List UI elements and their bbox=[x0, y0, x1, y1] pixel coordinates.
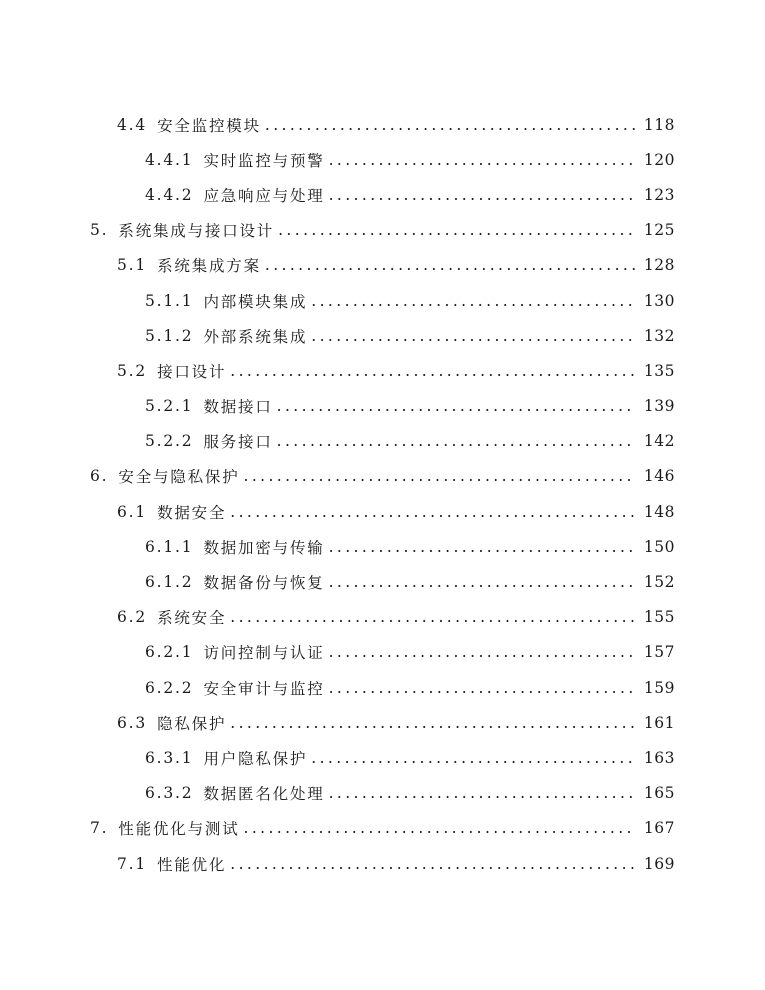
dot-leader bbox=[311, 749, 635, 767]
dot-leader bbox=[278, 221, 635, 239]
toc-entry[interactable] bbox=[0, 459, 765, 494]
toc-entry-page-number: 123 bbox=[643, 185, 675, 204]
toc-entry[interactable] bbox=[0, 389, 765, 424]
toc-entry[interactable] bbox=[0, 424, 765, 459]
table-of-contents bbox=[0, 107, 765, 881]
dot-leader bbox=[311, 327, 635, 345]
toc-entry-page-number: 132 bbox=[643, 326, 675, 345]
toc-entry-number: 5.1.1 bbox=[145, 291, 194, 310]
toc-entry[interactable] bbox=[0, 142, 765, 177]
toc-entry-page-number: 159 bbox=[643, 678, 675, 697]
dot-leader bbox=[244, 819, 636, 837]
toc-entry-page-number: 142 bbox=[643, 432, 675, 451]
toc-entry-page-number: 118 bbox=[643, 115, 675, 134]
toc-entry-title: 数据安全 bbox=[157, 503, 227, 522]
dot-leader bbox=[311, 292, 635, 310]
toc-entry-page-number: 125 bbox=[643, 221, 675, 240]
dot-leader bbox=[329, 679, 635, 697]
dot-leader bbox=[230, 362, 635, 380]
toc-entry-number: 5.1 bbox=[117, 256, 148, 275]
toc-entry-page-number: 139 bbox=[643, 397, 675, 416]
toc-entry-page-number: 135 bbox=[643, 361, 675, 380]
toc-entry-number: 6. bbox=[90, 467, 109, 486]
toc-entry-title: 性能优化与测试 bbox=[118, 820, 240, 839]
toc-entry-page-number: 161 bbox=[643, 713, 675, 732]
toc-entry-title: 数据加密与传输 bbox=[203, 538, 325, 557]
toc-entry-number: 4.4.1 bbox=[145, 150, 194, 169]
toc-entry[interactable] bbox=[0, 529, 765, 564]
toc-entry-number: 6.1.2 bbox=[145, 573, 194, 592]
toc-entry-number: 5.2.1 bbox=[145, 397, 194, 416]
toc-entry[interactable] bbox=[0, 494, 765, 529]
toc-entry-page-number: 148 bbox=[643, 502, 675, 521]
toc-entry[interactable] bbox=[0, 846, 765, 881]
dot-leader bbox=[265, 256, 635, 274]
dot-leader bbox=[230, 714, 635, 732]
toc-entry-number: 6.3 bbox=[117, 713, 148, 732]
toc-entry-page-number: 120 bbox=[643, 150, 675, 169]
toc-entry-title: 数据匿名化处理 bbox=[203, 785, 325, 804]
toc-entry-title: 性能优化 bbox=[157, 855, 227, 874]
dot-leader bbox=[329, 151, 635, 169]
toc-entry[interactable] bbox=[0, 248, 765, 283]
toc-entry-number: 7.1 bbox=[117, 854, 148, 873]
toc-entry-number: 5.2.2 bbox=[145, 432, 194, 451]
toc-entry[interactable] bbox=[0, 177, 765, 212]
toc-entry[interactable] bbox=[0, 705, 765, 740]
dot-leader bbox=[277, 397, 635, 415]
toc-entry-title: 隐私保护 bbox=[157, 714, 227, 733]
dot-leader bbox=[329, 573, 635, 591]
toc-entry[interactable] bbox=[0, 353, 765, 388]
toc-entry-number: 6.1 bbox=[117, 502, 148, 521]
toc-entry-page-number: 167 bbox=[643, 819, 675, 838]
toc-entry-page-number: 150 bbox=[643, 537, 675, 556]
toc-entry-page-number: 128 bbox=[643, 256, 675, 275]
toc-entry-page-number: 146 bbox=[643, 467, 675, 486]
dot-leader bbox=[329, 643, 635, 661]
toc-entry-page-number: 163 bbox=[643, 748, 675, 767]
toc-entry-number: 6.3.2 bbox=[145, 784, 194, 803]
toc-entry-title: 系统安全 bbox=[157, 609, 227, 628]
toc-entry[interactable] bbox=[0, 283, 765, 318]
dot-leader bbox=[244, 467, 636, 485]
toc-entry-title: 实时监控与预警 bbox=[203, 151, 325, 170]
dot-leader bbox=[265, 116, 635, 134]
toc-entry[interactable] bbox=[0, 600, 765, 635]
toc-entry-title: 外部系统集成 bbox=[203, 327, 308, 346]
dot-leader bbox=[329, 784, 635, 802]
dot-leader bbox=[230, 855, 635, 873]
toc-entry-title: 接口设计 bbox=[157, 362, 227, 381]
toc-entry-page-number: 152 bbox=[643, 573, 675, 592]
toc-entry-page-number: 169 bbox=[643, 854, 675, 873]
toc-entry[interactable] bbox=[0, 107, 765, 142]
dot-leader bbox=[329, 186, 635, 204]
toc-entry[interactable] bbox=[0, 776, 765, 811]
dot-leader bbox=[230, 608, 635, 626]
toc-entry[interactable] bbox=[0, 318, 765, 353]
toc-entry-number: 6.1.1 bbox=[145, 537, 194, 556]
toc-entry-page-number: 157 bbox=[643, 643, 675, 662]
toc-entry-title: 数据备份与恢复 bbox=[203, 574, 325, 593]
toc-entry[interactable] bbox=[0, 635, 765, 670]
toc-entry[interactable] bbox=[0, 670, 765, 705]
toc-entry-title: 服务接口 bbox=[203, 433, 273, 452]
toc-entry-number: 5.2 bbox=[117, 361, 148, 380]
toc-entry-title: 数据接口 bbox=[203, 398, 273, 417]
toc-entry-title: 安全审计与监控 bbox=[203, 679, 325, 698]
toc-entry-title: 内部模块集成 bbox=[203, 292, 308, 311]
toc-entry[interactable] bbox=[0, 564, 765, 599]
toc-entry-title: 安全监控模块 bbox=[157, 116, 261, 135]
toc-entry-page-number: 130 bbox=[643, 291, 675, 310]
toc-entry-number: 4.4.2 bbox=[145, 185, 194, 204]
toc-entry-number: 5. bbox=[90, 221, 109, 240]
toc-entry-number: 6.2.2 bbox=[145, 678, 194, 697]
toc-entry-title: 系统集成方案 bbox=[157, 257, 261, 276]
dot-leader bbox=[329, 538, 635, 556]
toc-entry-title: 访问控制与认证 bbox=[203, 644, 325, 663]
dot-leader bbox=[230, 503, 635, 521]
toc-entry-title: 用户隐私保护 bbox=[203, 749, 308, 768]
toc-entry-number: 6.3.1 bbox=[145, 748, 194, 767]
toc-entry-title: 应急响应与处理 bbox=[203, 186, 325, 205]
dot-leader bbox=[277, 432, 635, 450]
toc-entry-number: 7. bbox=[90, 819, 109, 838]
toc-entry-number: 4.4 bbox=[117, 115, 148, 134]
toc-entry[interactable] bbox=[0, 213, 765, 248]
toc-entry[interactable] bbox=[0, 811, 765, 846]
toc-entry-number: 5.1.2 bbox=[145, 326, 194, 345]
toc-entry-page-number: 165 bbox=[643, 784, 675, 803]
toc-entry-number: 6.2 bbox=[117, 608, 148, 627]
toc-entry[interactable] bbox=[0, 740, 765, 775]
toc-entry-title: 安全与隐私保护 bbox=[118, 468, 240, 487]
toc-entry-title: 系统集成与接口设计 bbox=[118, 222, 275, 241]
toc-entry-page-number: 155 bbox=[643, 608, 675, 627]
toc-entry-number: 6.2.1 bbox=[145, 643, 194, 662]
